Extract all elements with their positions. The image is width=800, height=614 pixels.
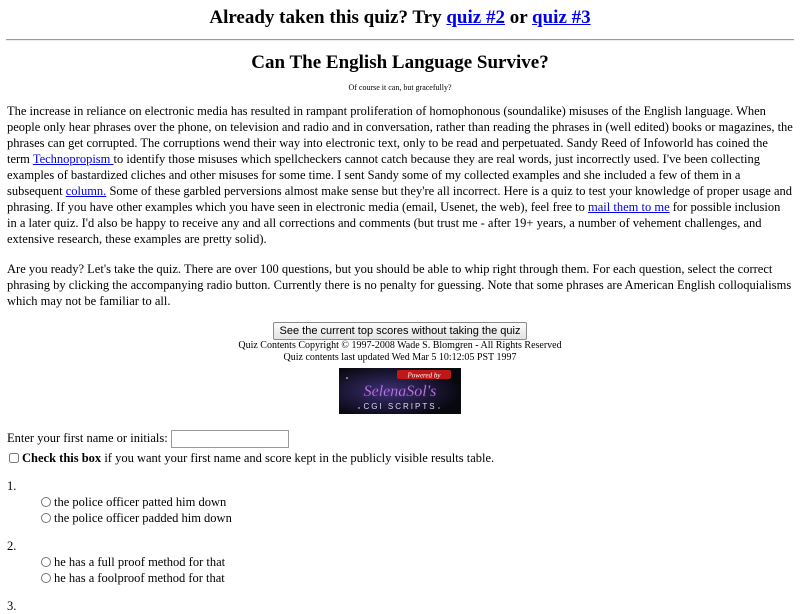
- intro-text-1: The increase in reliance on electronic media has resulted in rampant proliferation of homophonous (soundalike) misuses of the English language. When people only hear phrases over the phone, on television and radio and in conversation, rather than reading the phrases in (well edited) books or magazines, the phrases can get corrupted. The corruptions wend their way into electronic text, only to be read and perpetuated. Sandy Reed of Infoworld has coined the term: [7, 104, 793, 166]
- logo-name-text: SelenaSol's: [363, 383, 437, 400]
- header-prefix: Already taken this quiz? Try: [209, 7, 447, 28]
- page-title: Can The English Language Survive?: [251, 52, 549, 73]
- copyright-text: Quiz Contents Copyright © 1997-2008 Wade S. Blomgren - All Rights Reserved: [238, 340, 562, 351]
- answer-text: the police officer patted him down: [54, 495, 227, 509]
- answer-radio[interactable]: [41, 573, 51, 583]
- mail-link[interactable]: mail them to me: [588, 200, 670, 214]
- answer-text: he has a foolproof method for that: [54, 571, 225, 585]
- last-updated-text: Quiz contents last updated Wed Mar 5 10:12:05 PST 1997: [283, 352, 517, 363]
- question-1: [7, 478, 793, 526]
- quiz-links-header: [0, 5, 800, 31]
- answer-text: he has a full proof method for that: [54, 555, 226, 569]
- intro-text-2: to identify those misuses which spellcheckers cannot catch because they are real words, just incorrectly used. I've been collecting examples of bastardized cliches and other misuses for some time. I sent Sandy some of my collected examples and she included a few of them in a subsequent: [7, 152, 760, 198]
- public-scores-row: [7, 451, 793, 466]
- answer-text: the police officer padded him down: [54, 511, 232, 525]
- quiz-3-link[interactable]: quiz #3: [532, 7, 591, 28]
- answer-option: [41, 510, 793, 526]
- intro-paragraph: [7, 103, 793, 247]
- name-input[interactable]: [171, 430, 289, 448]
- quiz-2-link[interactable]: quiz #2: [446, 7, 505, 28]
- question-number: 2.: [7, 539, 17, 553]
- answer-radio[interactable]: [41, 557, 51, 567]
- check-label-bold: Check this box: [22, 451, 102, 465]
- question-number: 3.: [7, 599, 17, 613]
- answer-radio[interactable]: [41, 497, 51, 507]
- page-subtitle: Of course it can, but gracefully?: [348, 83, 452, 92]
- answer-option: [41, 554, 793, 570]
- column-link[interactable]: column.: [65, 184, 107, 198]
- answer-option: [41, 494, 793, 510]
- name-label: Enter your first name or initials:: [7, 430, 168, 445]
- public-scores-checkbox[interactable]: [9, 453, 19, 463]
- question-2: [7, 538, 793, 586]
- user-form: [7, 430, 793, 466]
- intro-text-4: for possible inclusion in a later quiz. I'd also be happy to receive any and all corrections and comments (but trust me - after 19+ years, a number of vehement challenges, and extensive research, these examples are pretty solid).: [7, 200, 781, 246]
- technopropism-link[interactable]: Technopropism: [32, 152, 114, 166]
- logo-cgi-text: CGI SCRIPTS: [363, 402, 437, 411]
- logo-powered-text: Powered by: [407, 371, 441, 380]
- question-number: 1.: [7, 479, 17, 493]
- logo-row: [0, 364, 800, 418]
- scores-button-row: [0, 309, 800, 340]
- question-3: [7, 598, 793, 614]
- selenasol-logo-graphic: [339, 368, 461, 414]
- answer-radio[interactable]: [41, 513, 51, 523]
- header-or: or: [504, 7, 533, 28]
- selenasol-logo[interactable]: [339, 368, 461, 414]
- instructions-paragraph: Are you ready? Let's take the quiz. There are over 100 questions, but you should be able to whip right through them. For each question, select the correct phrasing by clicking the accompanying radio button. Currently there is no penalty for guessing. Note that some phrases are American English colloquialisms which may not be familiar to all.: [7, 262, 792, 308]
- header-divider: [6, 39, 794, 41]
- intro-text-3: Some of these garbled perversions almost make sense but they're all incorrect. Here is a quiz to test your knowledge of proper usage and phrasing. If you have other examples which you have seen in electronic media (email, Usenet, the web), feel free to: [7, 184, 793, 214]
- check-label-rest: if you want your first name and score kept in the publicly visible results table.: [101, 451, 495, 465]
- top-scores-button[interactable]: See the current top scores without taking the quiz: [273, 322, 528, 340]
- answer-option: [41, 570, 793, 586]
